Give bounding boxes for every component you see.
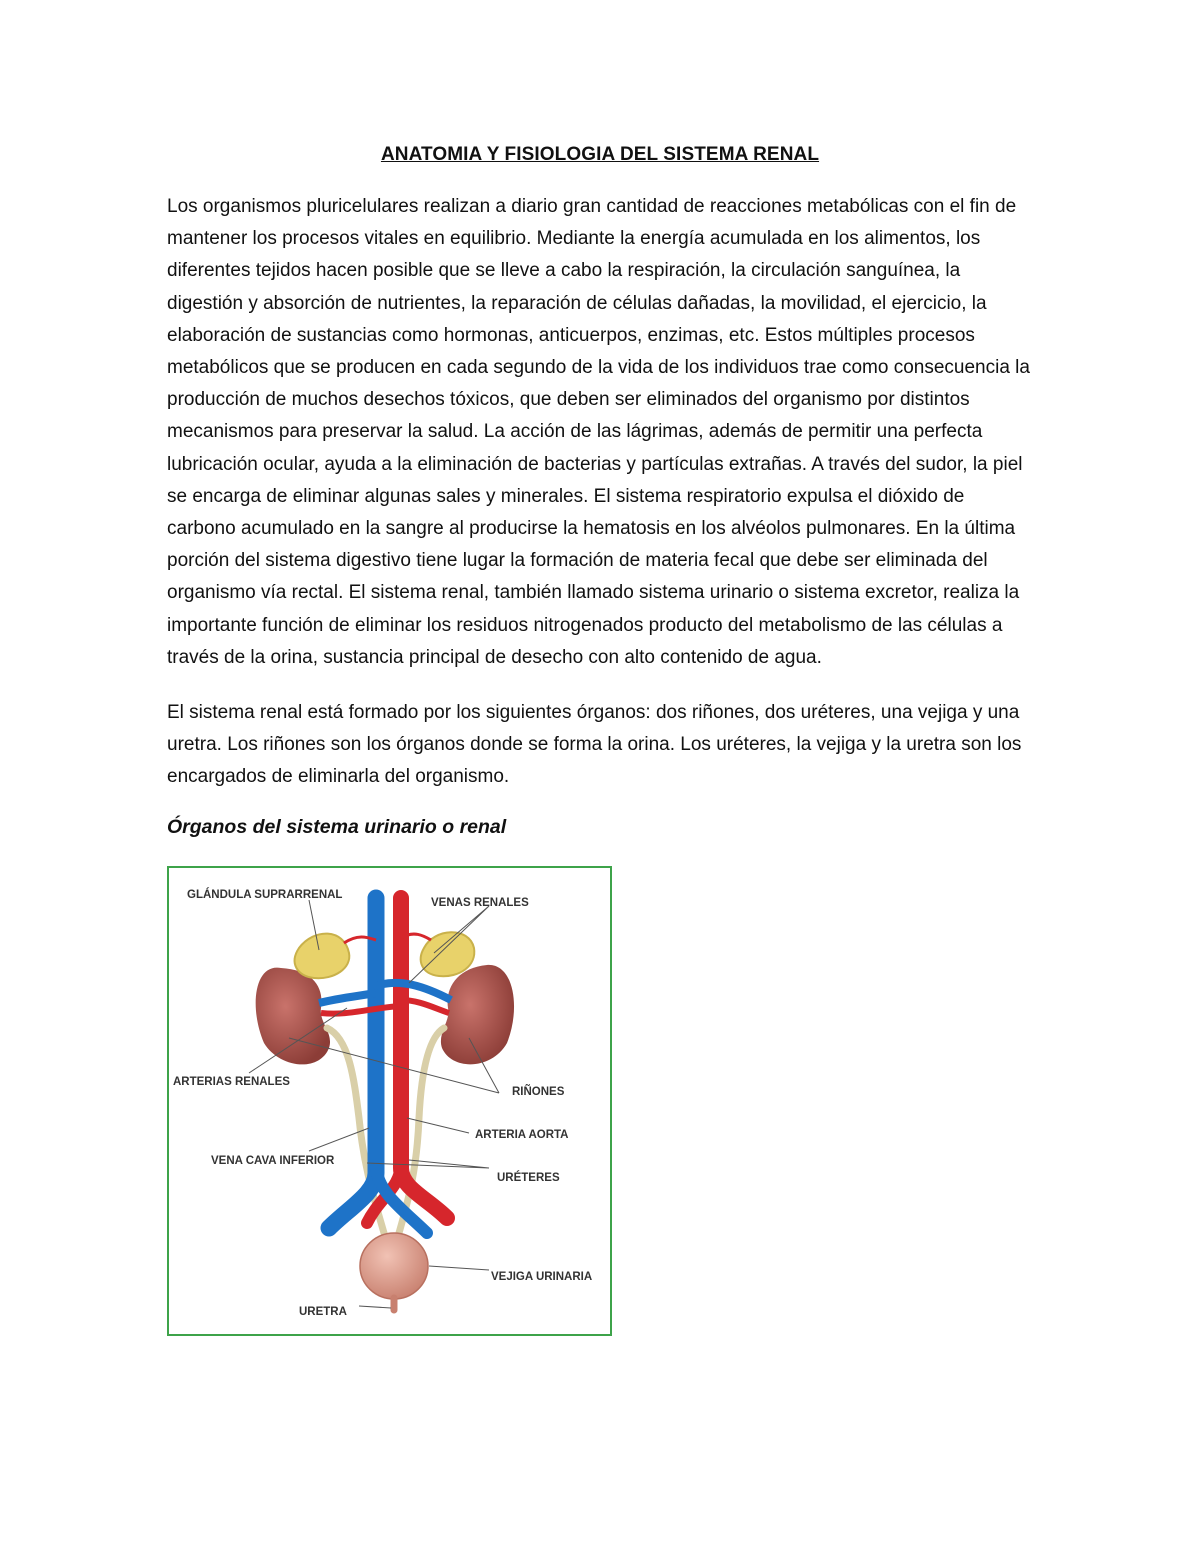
label-kidneys: RIÑONES [512, 1086, 565, 1098]
paragraph-organs: El sistema renal está formado por los siguientes órganos: dos riñones, dos uréteres, una vejiga y una uretra. Los riñones son los órganos donde se forma la orina. Los uréteres, la vejiga y la uretra son los encargados de eliminarla del organismo. [167, 702, 1022, 788]
label-urethra: URETRA [299, 1306, 347, 1318]
document-title: ANATOMIA Y FISIOLOGIA DEL SISTEMA RENAL [380, 144, 820, 165]
label-ureters: URÉTERES [497, 1172, 560, 1184]
urinary-system-figure [167, 866, 612, 1336]
left-adrenal-gland [295, 934, 350, 979]
label-renal-veins: VENAS RENALES [431, 897, 529, 909]
right-kidney [441, 965, 514, 1064]
label-bladder: VEJIGA URINARIA [491, 1271, 593, 1283]
label-adrenal: GLÁNDULA SUPRARRENAL [187, 889, 343, 901]
right-renal-vein [376, 983, 451, 1000]
urinary-system-illustration [169, 868, 610, 1334]
label-aorta: ARTERIA AORTA [475, 1129, 569, 1141]
left-renal-artery [321, 1006, 401, 1014]
section-subheading: Órganos del sistema urinario o renal [167, 816, 507, 838]
label-renal-arteries: ARTERIAS RENALES [173, 1076, 290, 1088]
adrenal-vessels [344, 934, 431, 943]
left-renal-vein [319, 993, 376, 1003]
paragraph-intro: Los organismos pluricelulares realizan a diario gran cantidad de reacciones metabólicas con el fin de mantener los procesos vitales en equilibrio. Mediante la energía acumulada en los alimentos, los diferentes tejidos hacen posible que se lleve a cabo la respiración, la circulación sanguínea, la digestión y absorción de nutrientes, la reparación de células dañadas, la movilidad, el ejercicio, la elaboración de sustancias como hormonas, anticuerpos, enzimas, etc. Estos múltiples procesos metabólicos que se producen en cada segundo de la vida de los individuos trae como consecuencia la producción de muchos desechos tóxicos, que deben ser eliminados del organismo por distintos mecanismos para preservar la salud. La acción de las lágrimas, además de permitir una perfecta lubricación ocular, ayuda a la eliminación de bacterias y partículas extrañas. A través del sudor, la piel se encarga de eliminar algunas sales y minerales. El sistema respiratorio expulsa el dióxido de carbono acumulado en la sangre al producirse la hematosis en los alvéolos pulmonares. En la última porción del sistema digestivo tiene lugar la formación de materia fecal que debe ser eliminada del organismo vía rectal. El sistema renal, también llamado sistema urinario o sistema excretor, realiza la importante función de eliminar los residuos nitrogenados producto del metabolismo de las células a través de la orina, sustancia principal de desecho con alto contenido de agua. [167, 196, 1030, 668]
left-kidney [256, 968, 330, 1065]
label-vena-cava: VENA CAVA INFERIOR [211, 1155, 335, 1167]
bladder [360, 1233, 428, 1299]
